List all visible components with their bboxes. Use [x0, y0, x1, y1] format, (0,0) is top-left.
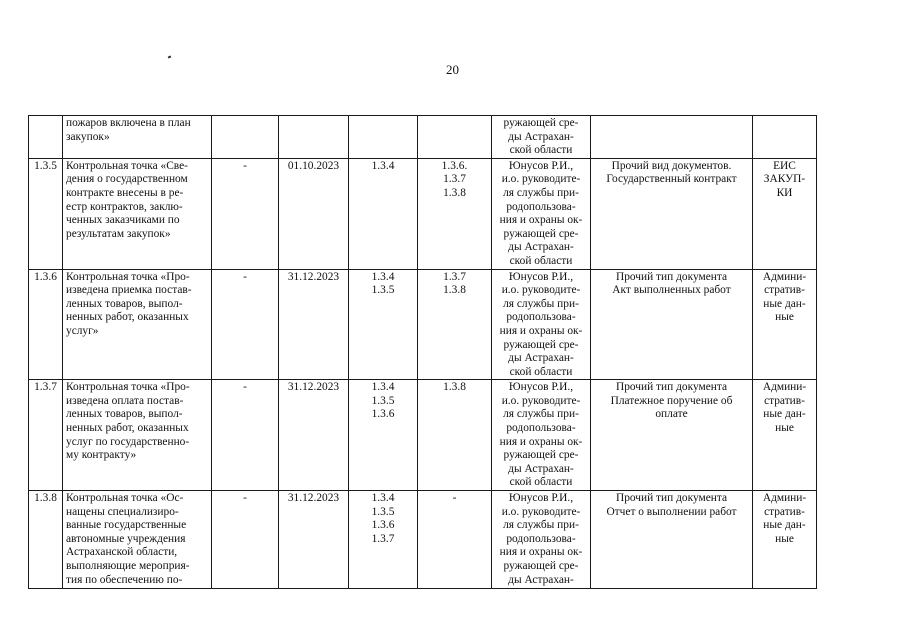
cell-line: 01.10.2023 — [287, 159, 340, 172]
cell-line: ния и охраны ок- — [499, 546, 583, 559]
cell-line: 1.3.5 — [371, 284, 395, 297]
cell-line: Контрольная точка «Про- — [66, 381, 190, 394]
responsible-cell — [492, 380, 591, 491]
cell-line: ружающей сре- — [503, 560, 579, 572]
cell-line: ской области — [509, 476, 573, 489]
page-number: 20 — [446, 62, 459, 77]
cell-line: ля службы при- — [503, 408, 579, 421]
cell-line: изведена приемка постав- — [66, 284, 192, 297]
cell-line: ружающей сре- — [503, 227, 579, 240]
cell-line: и.о. руководите- — [501, 284, 581, 297]
cell-line: родопользова- — [506, 200, 576, 213]
info-system-cell — [753, 491, 817, 589]
cell-line: Админи- — [762, 270, 807, 283]
cell-line: - — [243, 381, 247, 394]
cell-line: Платежное поручение об — [610, 394, 733, 407]
cell-line: ные — [775, 311, 794, 324]
event-name-cell — [63, 491, 212, 589]
predecessor-cell — [349, 380, 418, 491]
cell-line: дения о государственном — [66, 173, 188, 186]
cell-line: ружающей сре- — [503, 449, 579, 462]
cell-line: естр контрактов, заклю- — [66, 200, 183, 213]
cell-line: 1.3.8 — [443, 186, 466, 199]
cell-line: 1.3.4 — [371, 381, 395, 394]
cell-line: Акт выполненных работ — [612, 284, 731, 297]
cell-line: ные дан- — [763, 519, 806, 532]
cell-line: ды Астрахан- — [508, 130, 574, 143]
cell-line: 1.3.7 — [371, 532, 395, 545]
cell-line: ля службы при- — [503, 297, 579, 310]
cell-line: ные — [775, 422, 794, 435]
document-type-cell — [591, 380, 753, 491]
responsible-cell — [492, 491, 591, 589]
table-row — [29, 116, 817, 159]
cell-line: 1.3.6 — [371, 408, 395, 421]
cell-line: ды Астрахан- — [508, 462, 574, 475]
cell-line: услуг по государственно- — [66, 435, 190, 448]
cell-line: услуг» — [66, 324, 99, 337]
event-name-cell — [63, 380, 212, 491]
cell-line: ды Астрахан- — [508, 352, 574, 365]
cell-line: ружающей сре- — [503, 338, 579, 351]
event-name-cell — [63, 116, 212, 159]
cell-line: Админи- — [762, 492, 807, 505]
cell-line: оплате — [655, 408, 688, 421]
cell-line: ченных заказчиками по — [66, 214, 180, 227]
info-system-cell — [753, 116, 817, 159]
cell-line: 31.12.2023 — [287, 492, 340, 505]
event-name-cell — [63, 269, 212, 380]
cell-line: 1.3.5 — [371, 394, 395, 407]
cell-line: 1.3.8 — [443, 284, 466, 297]
cell-line: и.о. руководите- — [501, 173, 581, 186]
cell-line: ды Астрахан- — [508, 573, 574, 586]
cell-line: закупок» — [66, 130, 110, 143]
cell-line: 1.3.7 — [443, 270, 466, 283]
cell-line: ленных товаров, выпол- — [66, 297, 183, 310]
cell-line: ля службы при- — [503, 186, 579, 199]
cell-line: му контракту» — [66, 449, 137, 462]
cell-line: 1.3.6. — [441, 159, 468, 172]
successor-cell — [418, 269, 492, 380]
plan-table — [28, 115, 817, 589]
cell-line: тия по обеспечению по- — [66, 573, 183, 586]
successor-cell — [418, 116, 492, 159]
cell-line: ные дан- — [763, 408, 806, 421]
responsible-cell — [492, 116, 591, 159]
cell-line: ды Астрахан- — [508, 241, 574, 254]
document-type-cell — [591, 269, 753, 380]
responsible-cell — [492, 269, 591, 380]
responsible-cell — [492, 158, 591, 269]
deadline-cell — [279, 269, 349, 380]
cell-line: ленных товаров, выпол- — [66, 408, 183, 421]
successor-cell — [418, 491, 492, 589]
cell-line: 1.3.8 — [443, 381, 466, 394]
cell-line: 1.3.7 — [443, 173, 466, 186]
cell-line: Юнусов Р.И., — [508, 159, 574, 172]
row-number-cell: 1.3.7 — [29, 380, 63, 491]
predecessor-cell — [349, 116, 418, 159]
row-number-cell — [29, 116, 63, 159]
cell-line: автономные учреждения — [66, 532, 186, 545]
deadline-cell — [279, 158, 349, 269]
cell-line: стратив- — [764, 284, 805, 297]
cell-line: ванные государственные — [66, 519, 187, 532]
cell-line: ружающей сре- — [503, 117, 579, 129]
cell-line: ской области — [509, 365, 573, 378]
deadline-cell — [279, 491, 349, 589]
cell-line: - — [243, 492, 247, 505]
cell-line: и.о. руководите- — [501, 505, 581, 518]
cell-line: и.о. руководите- — [501, 394, 581, 407]
cell-line: результатам закупок» — [66, 227, 171, 240]
cell-line: родопользова- — [506, 422, 576, 435]
cell-line: Юнусов Р.И., — [508, 270, 574, 283]
cell-line: 1.3.4 — [371, 492, 395, 505]
cell-line: Админи- — [762, 381, 807, 394]
cell-line: ния и охраны ок- — [499, 324, 583, 337]
document-type-cell — [591, 158, 753, 269]
table-row — [29, 158, 817, 269]
table-row — [29, 380, 817, 491]
cell-line: ЗАКУП- — [763, 173, 806, 186]
info-system-cell — [753, 158, 817, 269]
deadline-cell — [279, 116, 349, 159]
document-type-cell — [591, 116, 753, 159]
cell-line: 1.3.4 — [371, 159, 395, 172]
cell-line: пожаров включена в план — [66, 117, 191, 129]
cell-line: ния и охраны ок- — [499, 435, 583, 448]
table-row — [29, 491, 817, 589]
cell-line: стратив- — [764, 394, 805, 407]
cell-line: нащены специализиро- — [66, 505, 179, 518]
page-bottom-edge — [0, 598, 905, 640]
cell-line: ля службы при- — [503, 519, 579, 532]
cell-line: 1.3.5 — [371, 505, 395, 518]
cell-line: 1.3.6 — [371, 519, 395, 532]
cell-line: ской области — [509, 254, 573, 267]
cell-line: Контрольная точка «Све- — [66, 159, 188, 172]
cell-line: 31.12.2023 — [287, 270, 340, 283]
cell-line: - — [243, 270, 247, 283]
cell-line: Астраханской области, — [66, 546, 178, 559]
cell-line: стратив- — [764, 505, 805, 518]
cell-line: Контрольная точка «Про- — [66, 270, 190, 283]
cell-line: КИ — [776, 186, 793, 199]
cell-line: родопользова- — [506, 532, 576, 545]
cell-line: Прочий тип документа — [615, 270, 728, 283]
cell-line: Юнусов Р.И., — [508, 381, 574, 394]
predecessor-cell — [349, 158, 418, 269]
scan-speck — [168, 56, 172, 59]
cell-line: Прочий вид документов. — [611, 159, 732, 172]
event-name-cell — [63, 158, 212, 269]
cell-line: ЕИС — [773, 159, 796, 172]
row-number-cell: 1.3.6 — [29, 269, 63, 380]
cell-line: ской области — [509, 144, 573, 157]
cell-line: ные — [775, 532, 794, 545]
cell-line: Прочий тип документа — [615, 492, 728, 505]
cell-line: выполняющие мероприя- — [66, 560, 190, 572]
info-system-cell — [753, 269, 817, 380]
info-system-cell — [753, 380, 817, 491]
document-type-cell — [591, 491, 753, 589]
successor-cell — [418, 380, 492, 491]
cell-line: изведена оплата постав- — [66, 394, 184, 407]
cell-line: ненных работ, оказанных — [66, 422, 189, 435]
cell-line: Юнусов Р.И., — [508, 492, 574, 505]
cell-line: Контрольная точка «Ос- — [66, 492, 184, 505]
cell-line: Государственный контракт — [606, 173, 737, 186]
cell-line: ния и охраны ок- — [499, 214, 583, 227]
cell-line: 31.12.2023 — [287, 381, 340, 394]
table-row — [29, 269, 817, 380]
base-value-cell — [212, 380, 279, 491]
deadline-cell — [279, 380, 349, 491]
predecessor-cell — [349, 491, 418, 589]
cell-line: 1.3.4 — [371, 270, 395, 283]
row-number-cell: 1.3.8 — [29, 491, 63, 589]
row-number-cell: 1.3.5 — [29, 158, 63, 269]
base-value-cell — [212, 269, 279, 380]
cell-line: Прочий тип документа — [615, 381, 728, 394]
base-value-cell — [212, 491, 279, 589]
cell-line: Отчет о выполнении работ — [606, 505, 737, 518]
cell-line: ные дан- — [763, 297, 806, 310]
cell-line: - — [452, 492, 457, 505]
cell-line: - — [243, 159, 247, 172]
successor-cell — [418, 158, 492, 269]
predecessor-cell — [349, 269, 418, 380]
base-value-cell — [212, 158, 279, 269]
base-value-cell — [212, 116, 279, 159]
cell-line: родопользова- — [506, 311, 576, 324]
cell-line: ненных работ, оказанных — [66, 311, 189, 324]
cell-line: контракте внесены в ре- — [66, 186, 184, 199]
